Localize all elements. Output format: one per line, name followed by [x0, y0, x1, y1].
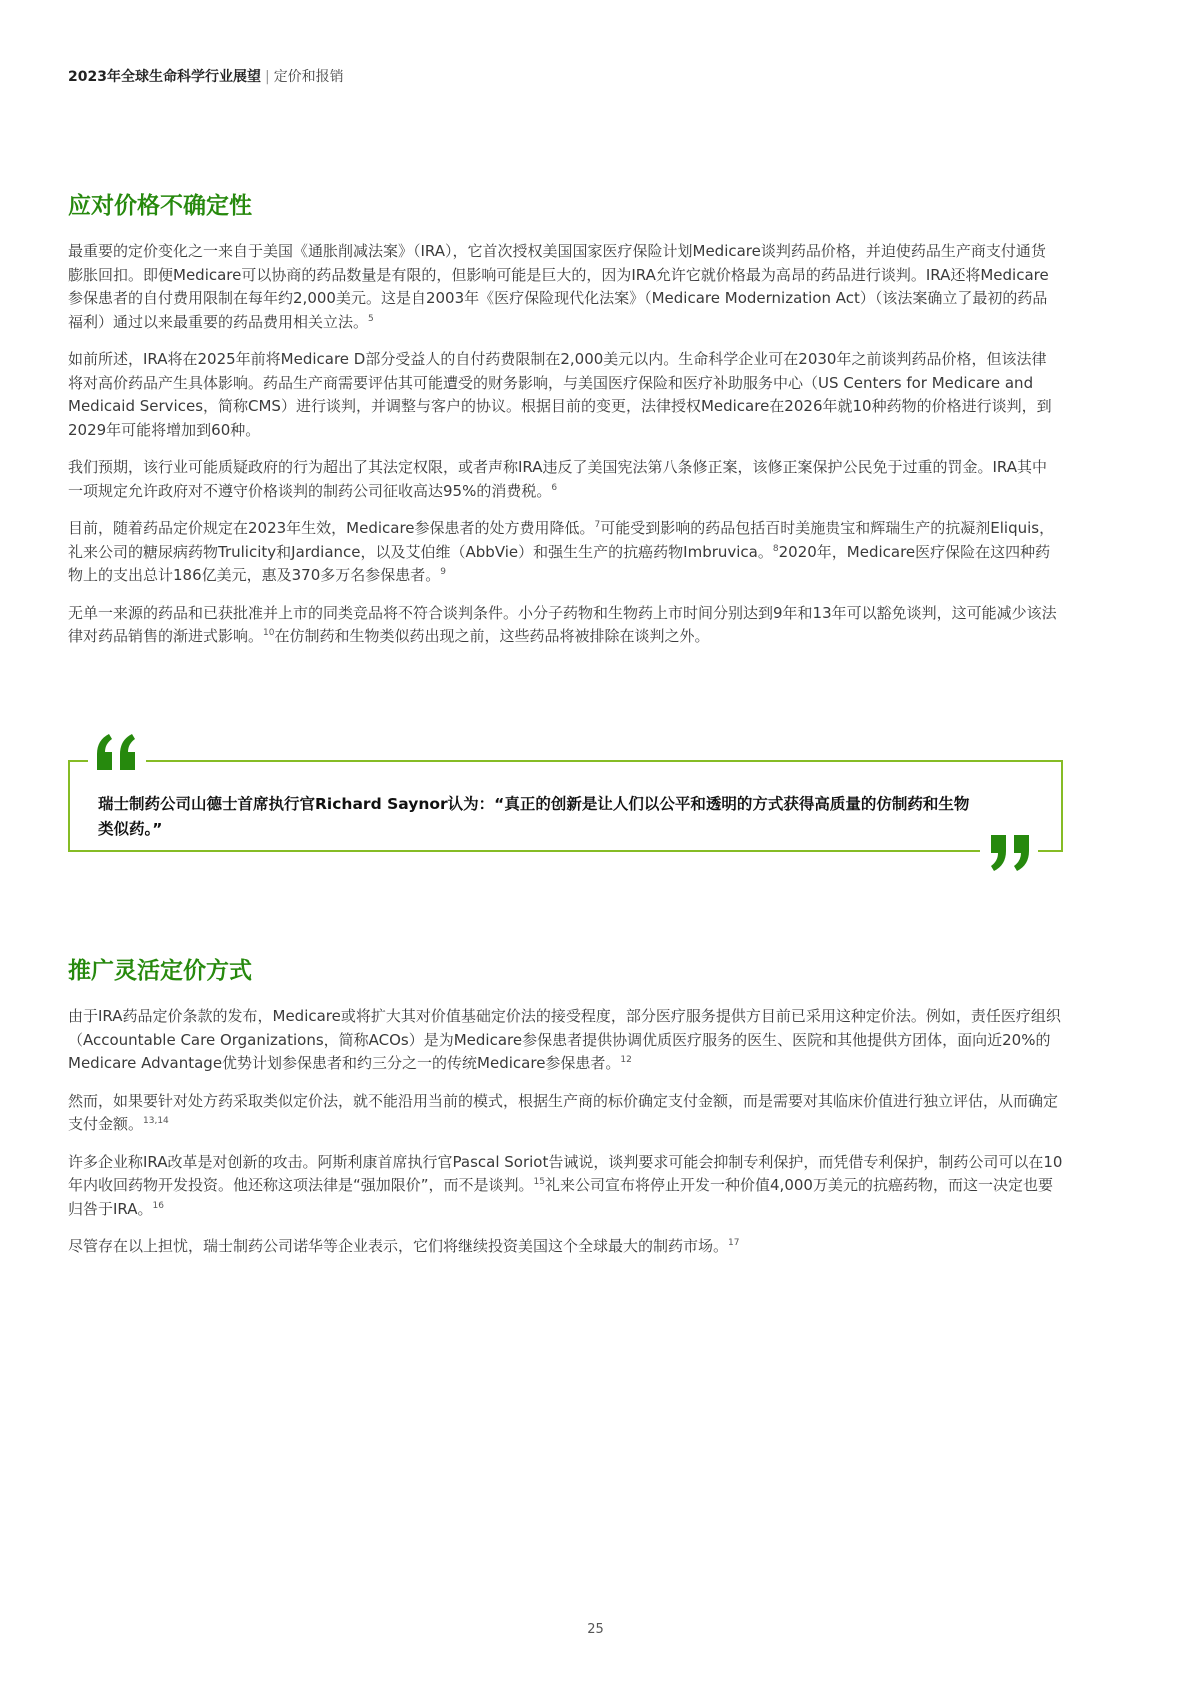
paragraph-2: 然而，如果要针对处方药采取类似定价法，就不能沿用当前的模式，根据生产商的标价确定支付金额，而是需要对其临床价值进行独立评估，从而确定支付金额。$^{13,14}$	[68, 1091, 1059, 1133]
paragraph-3: 我们预期，该行业可能质疑政府的行为超出了其法定权限，或者声称IRA违反了美国宪法第八条修正案，该修正案保护公民免于过重的罚金。IRA其中一项规定允许政府对不遵守价格谈判的制药公司征收高达95%的消费税。$^6$	[68, 458, 1048, 500]
pull-quote-text: 瑞士制药公司山德士首席执行官Richard Saynor认为：“真正的创新是让人们以公平和透明的方式获得高质量的仿制药和生物类似药。”	[98, 795, 970, 838]
section-flexible-pricing	[68, 955, 1063, 1273]
paragraph-1: 最重要的定价变化之一来自于美国《通胀削减法案》（IRA），它首次授权美国国家医疗保险计划Medicare谈判药品价格，并迫使药品生产商支付通货膨胀回扣。即便Medicare可以协商的药品数量是有限的，但影响可能是巨大的，因为IRA允许它就价格最为高昂的药品进行谈判。IRA还将Medicare参保患者的自付费用限制在每年约2,000美元。这是自2003年《医疗保险现代化法案》（Medicare Modernization Act）（该法案确立了最初的药品福利）通过以来最重要的药品费用相关立法。$^5$	[68, 242, 1049, 331]
pull-quote-box	[68, 760, 1063, 852]
paragraph-4: 目前，随着药品定价规定在2023年生效，Medicare参保患者的处方费用降低。$^7$可能受到影响的药品包括百时美施贵宝和辉瑞生产的抗凝剂Eliquis，礼来公司的糖尿病药物Trulicity和Jardiance，以及艾伯维（AbbVie）和强生生产的抗癌药物Imbruvica。$^8$2020年，Medicare医疗保险在这四种药物上的支出总计186亿美元，惠及370多万名参保患者。$^9$	[68, 519, 1055, 584]
report-title: 2023年全球生命科学行业展望	[68, 69, 261, 85]
close-quote-icon	[980, 828, 1038, 878]
section-pricing-uncertainty	[68, 190, 1058, 663]
open-quote-icon	[88, 727, 146, 777]
paragraph-4: 尽管存在以上担忧，瑞士制药公司诺华等企业表示，它们将继续投资美国这个全球最大的制药市场。$^{17}$	[68, 1237, 740, 1255]
section-heading: 应对价格不确定性	[68, 193, 252, 219]
section-name: 定价和报销	[273, 69, 344, 85]
paragraph-2: 如前所述，IRA将在2025年前将Medicare D部分受益人的自付药费限制在2,000美元以内。生命科学企业可在2030年之前谈判药品价格，但该法律将对高价药品产生具体影响。药品生产商需要评估其可能遭受的财务影响，与美国医疗保险和医疗补助服务中心（US Centers for Medicare and Medicaid Services，简称CMS）进行谈判，并调整与客户的协议。根据目前的变更，法律授权Medicare在2026年就10种药物的价格进行谈判，到2029年可能将增加到60种。	[68, 350, 1052, 439]
running-header	[68, 66, 344, 86]
paragraph-3: 许多企业称IRA改革是对创新的攻击。阿斯利康首席执行官Pascal Soriot告诫说，谈判要求可能会抑制专利保护，而凭借专利保护，制药公司可以在10年内收回药物开发投资。他还称这项法律是“强加限价”，而不是谈判。$^{15}$礼来公司宣布将停止开发一种价值4,000万美元的抗癌药物，而这一决定也要归咎于IRA。$^{16}$	[68, 1152, 1063, 1218]
page-number: 25	[587, 1622, 604, 1637]
paragraph-1: 由于IRA药品定价条款的发布，Medicare或将扩大其对价值基础定价法的接受程度，部分医疗服务提供方目前已采用这种定价法。例如，责任医疗组织（Accountable Care Organizations，简称ACOs）是为Medicare参保患者提供协调优质医疗服务的医生、医院和其他提供方团体，面向近20%的Medicare Advantage优势计划参保患者和约三分之一的传统Medicare参保患者。$^{12}$	[68, 1007, 1061, 1072]
paragraph-5: 无单一来源的药品和已获批准并上市的同类竞品将不符合谈判条件。小分子药物和生物药上市时间分别达到9年和13年可以豁免谈判，这可能减少该法律对药品销售的渐进式影响。$^{10}$在仿制药和生物类似药出现之前，这些药品将被排除在谈判之外。	[68, 603, 1057, 645]
header-separator: |	[264, 69, 270, 85]
section-heading: 推广灵活定价方式	[68, 958, 252, 984]
